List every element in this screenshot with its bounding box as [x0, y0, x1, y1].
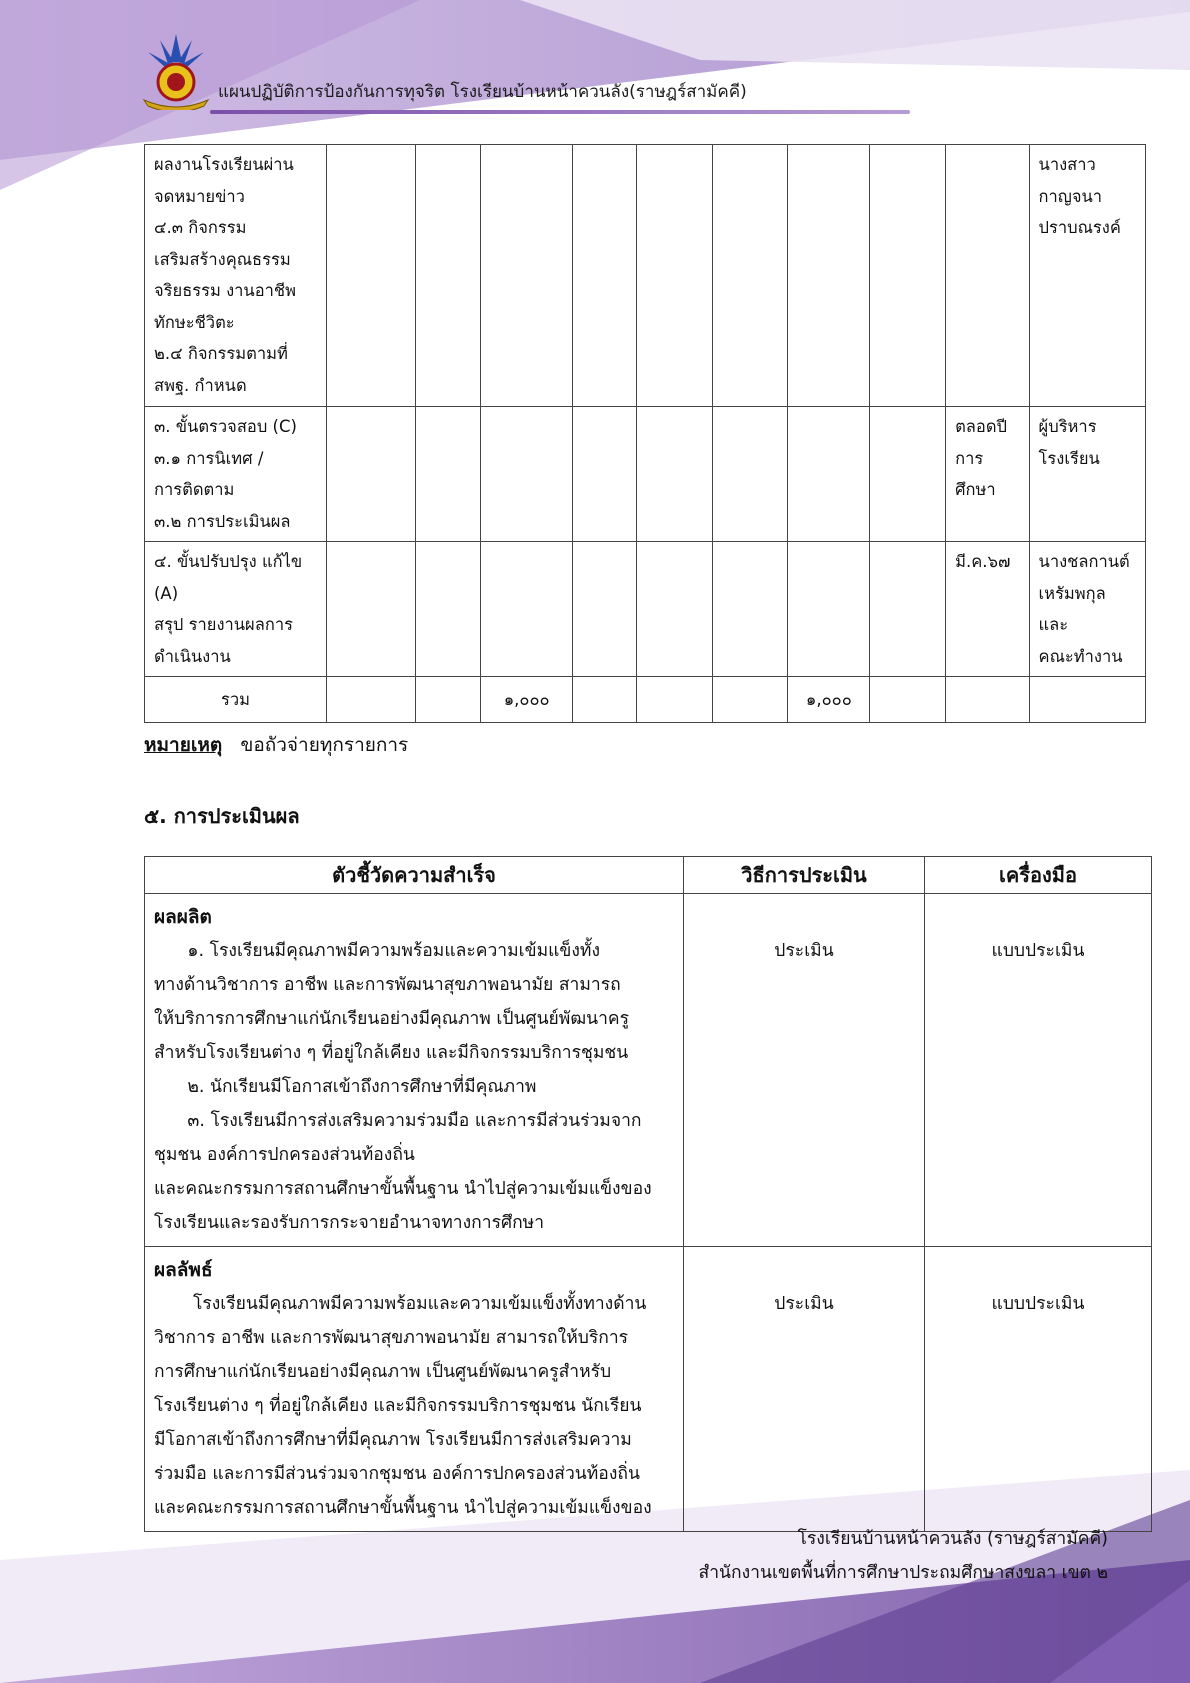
tool-cell: แบบประเมิน [925, 1247, 1152, 1532]
owner-cell: นางสาว กาญจนา ปราบณรงค์ [1029, 145, 1145, 407]
indicator-line: และคณะกรรมการสถานศึกษาขั้นพื้นฐาน นำไปสู่ความเข้มแข็งของ [154, 1498, 652, 1518]
budget-cell [870, 542, 946, 677]
total-cell [712, 677, 788, 723]
note-text: ขอถัวจ่ายทุกรายการ [240, 734, 409, 756]
table-row [145, 145, 1146, 407]
activity-cell: ผลงานโรงเรียนผ่าน จดหมายข่าว ๔.๓ กิจกรรม เสริมสร้างคุณธรรม จริยธรรม งานอาชีพ ทักษะชีวิตะ ๒.๔ กิจกรรมตามที่ สพฐ. กำหนด [145, 145, 327, 407]
budget-cell [637, 145, 713, 407]
total-owner-cell [1029, 677, 1145, 723]
indicator-line: โรงเรียนมีคุณภาพมีความพร้อมและความเข้มแข็งทั้งทางด้าน [154, 1294, 647, 1314]
indicator-line: ให้บริการการศึกษาแก่นักเรียนอย่างมีคุณภาพ เป็นศูนย์พัฒนาครู [154, 1009, 630, 1029]
table-row [145, 542, 1146, 677]
total-cell: ๑,๐๐๐ [788, 677, 870, 723]
indicator-line: สำหรับโรงเรียนต่าง ๆ ที่อยู่ใกล้เคียง และมีกิจกรรมบริการชุมชน [154, 1043, 629, 1063]
period-cell: มี.ค.๖๗ [946, 542, 1029, 677]
column-header: วิธีการประเมิน [684, 857, 925, 894]
table-header-row [145, 857, 1152, 894]
indicator-cell [145, 894, 684, 1247]
budget-cell [327, 542, 416, 677]
activity-cell: ๓. ขั้นตรวจสอบ (C) ๓.๑ การนิเทศ / การติดตาม ๓.๒ การประเมินผล [145, 407, 327, 542]
budget-cell [327, 145, 416, 407]
indicator-cell [145, 1247, 684, 1532]
budget-cell [637, 542, 713, 677]
indicator-line: ทางด้านวิชาการ อาชีพ และการพัฒนาสุขภาพอนามัย สามารถ [154, 975, 621, 995]
indicator-heading: ผลผลิต [154, 906, 212, 928]
owner-cell: ผู้บริหาร โรงเรียน [1029, 407, 1145, 542]
budget-cell [416, 542, 480, 677]
total-cell [870, 677, 946, 723]
method-cell: ประเมิน [684, 1247, 925, 1532]
total-cell [327, 677, 416, 723]
indicator-line: โรงเรียนและรองรับการกระจายอำนาจทางการศึกษา [154, 1213, 545, 1233]
school-emblem-logo [140, 32, 212, 110]
column-header: ตัวชี้วัดความสำเร็จ [145, 857, 684, 894]
note-label: หมายเหตุ [144, 734, 223, 756]
indicator-line: และคณะกรรมการสถานศึกษาขั้นพื้นฐาน นำไปสู่ความเข้มแข็งของ [154, 1179, 652, 1199]
page-footer [699, 1522, 1108, 1590]
budget-cell [712, 407, 788, 542]
column-header: เครื่องมือ [925, 857, 1152, 894]
budget-cell [573, 407, 637, 542]
section-title: ๕. การประเมินผล [144, 804, 300, 828]
budget-cell [870, 407, 946, 542]
total-label: รวม [145, 677, 327, 723]
total-cell [637, 677, 713, 723]
indicator-line: ๒. นักเรียนมีโอกาสเข้าถึงการศึกษาที่มีคุณภาพ [154, 1077, 537, 1097]
note-line [144, 730, 408, 760]
budget-cell [788, 542, 870, 677]
total-cell: ๑,๐๐๐ [480, 677, 572, 723]
document-header-title: แผนปฏิบัติการป้องกันการทุจริต โรงเรียนบ้านหน้าควนลัง(ราษฎร์สามัคคี) [218, 82, 747, 102]
indicator-heading: ผลลัพธ์ [154, 1259, 213, 1281]
budget-cell [573, 145, 637, 407]
budget-cell [416, 407, 480, 542]
table-row [145, 407, 1146, 542]
tool-cell: แบบประเมิน [925, 894, 1152, 1247]
footer-school-name: โรงเรียนบ้านหน้าควนลัง (ราษฎร์สามัคคี) [797, 1529, 1108, 1549]
budget-cell [480, 407, 572, 542]
table-row [145, 894, 1152, 1247]
total-row [145, 677, 1146, 723]
method-cell: ประเมิน [684, 894, 925, 1247]
period-cell: ตลอดปี การ ศึกษา [946, 407, 1029, 542]
budget-cell [637, 407, 713, 542]
evaluation-table [144, 856, 1152, 1532]
total-cell [416, 677, 480, 723]
budget-cell [573, 542, 637, 677]
budget-cell [480, 542, 572, 677]
budget-cell [480, 145, 572, 407]
indicator-line: ชุมชน องค์การปกครองส่วนท้องถิ่น [154, 1145, 415, 1165]
budget-cell [712, 145, 788, 407]
budget-cell [712, 542, 788, 677]
total-period-cell [946, 677, 1029, 723]
budget-cell [416, 145, 480, 407]
indicator-line: ๑. โรงเรียนมีคุณภาพมีความพร้อมและความเข้มแข็งทั้ง [154, 941, 600, 961]
footer-office-name: สำนักงานเขตพื้นที่การศึกษาประถมศึกษาสงขลา เขต ๒ [698, 1563, 1108, 1583]
indicator-line: มีโอกาสเข้าถึงการศึกษาที่มีคุณภาพ โรงเรียนมีการส่งเสริมความ [154, 1430, 632, 1450]
activity-cell: ๔. ขั้นปรับปรุง แก้ไข (A) สรุป รายงานผลการ ดำเนินงาน [145, 542, 327, 677]
budget-cell [788, 407, 870, 542]
indicator-line: ร่วมมือ และการมีส่วนร่วมจากชุมชน องค์การปกครองส่วนท้องถิ่น [154, 1464, 640, 1484]
period-cell [946, 145, 1029, 407]
header-underline [210, 110, 910, 114]
indicator-line: โรงเรียนต่าง ๆ ที่อยู่ใกล้เคียง และมีกิจกรรมบริการชุมชน นักเรียน [154, 1396, 642, 1416]
total-cell [573, 677, 637, 723]
budget-cell [870, 145, 946, 407]
page-header [140, 28, 920, 118]
budget-cell [788, 145, 870, 407]
table-row [145, 1247, 1152, 1532]
indicator-line: การศึกษาแก่นักเรียนอย่างมีคุณภาพ เป็นศูนย์พัฒนาครูสำหรับ [154, 1362, 612, 1382]
indicator-line: ๓. โรงเรียนมีการส่งเสริมความร่วมมือ และการมีส่วนร่วมจาก [154, 1111, 642, 1131]
owner-cell: นางชลกานต์ เหรัมพกุล และ คณะทำงาน [1029, 542, 1145, 677]
indicator-line: วิชาการ อาชีพ และการพัฒนาสุขภาพอนามัย สามารถให้บริการ [154, 1328, 629, 1348]
plan-table [144, 144, 1146, 723]
budget-cell [327, 407, 416, 542]
